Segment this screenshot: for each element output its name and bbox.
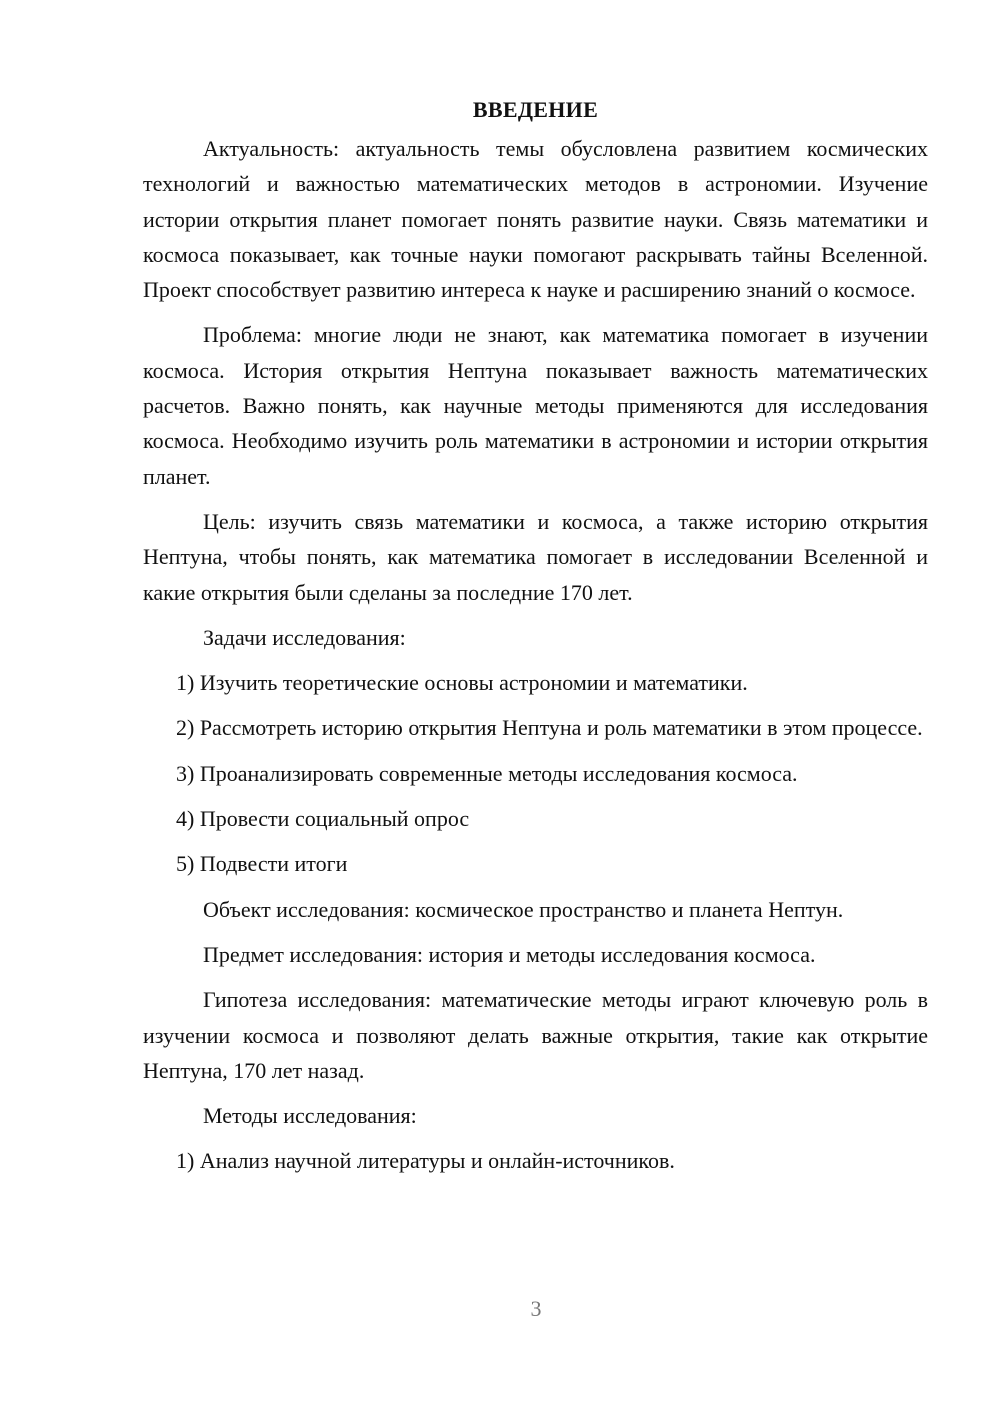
goal-paragraph: Цель: изучить связь математики и космоса, а также историю открытия Нептуна, чтобы понять, как математика помогает в исследовании Вселенной и какие открытия были сделаны за последние 170 лет.	[143, 508, 928, 605]
page-number: 3	[530, 1296, 542, 1321]
hypothesis-paragraph: Гипотеза исследования: математические методы играют ключевую роль в изучении космоса и позволяют делать важные открытия, такие как открытие Нептуна, 170 лет назад.	[143, 987, 928, 1083]
object-paragraph: Объект исследования: космическое пространство и планета Нептун.	[203, 896, 844, 922]
task-item: 4) Провести социальный опрос	[176, 806, 470, 832]
problem-paragraph: Проблема: многие люди не знают, как математика помогает в изучении космоса. История открытия Нептуна показывает важность математических расчетов. Важно понять, как научные методы применяются для исследования космоса. Необходимо изучить роль математики в астрономии и истории открытия планет.	[143, 322, 928, 489]
task-item: 3) Проанализировать современные методы исследования космоса.	[176, 760, 798, 786]
method-item: 1) Анализ научной литературы и онлайн-источников.	[176, 1148, 675, 1174]
section-title: ВВЕДЕНИЕ	[472, 97, 599, 122]
document-page	[143, 92, 928, 1189]
task-item: 2) Рассмотреть историю открытия Нептуна и роль математики в этом процессе.	[176, 715, 923, 741]
relevance-paragraph: Актуальность: актуальность темы обусловлена развитием космических технологий и важностью математических методов в астрономии. Изучение истории открытия планет помогает понять развитие науки. Связь математики и космоса показывает, как точные науки помогают раскрывать тайны Вселенной. Проект способствует развитию интереса к науке и расширению знаний о космосе.	[143, 136, 928, 303]
subject-paragraph: Предмет исследования: история и методы исследования космоса.	[203, 941, 816, 967]
tasks-heading: Задачи исследования:	[203, 624, 406, 650]
methods-heading: Методы исследования:	[203, 1103, 417, 1129]
task-item: 1) Изучить теоретические основы астрономии и математики.	[176, 670, 748, 696]
task-item: 5) Подвести итоги	[176, 851, 348, 877]
